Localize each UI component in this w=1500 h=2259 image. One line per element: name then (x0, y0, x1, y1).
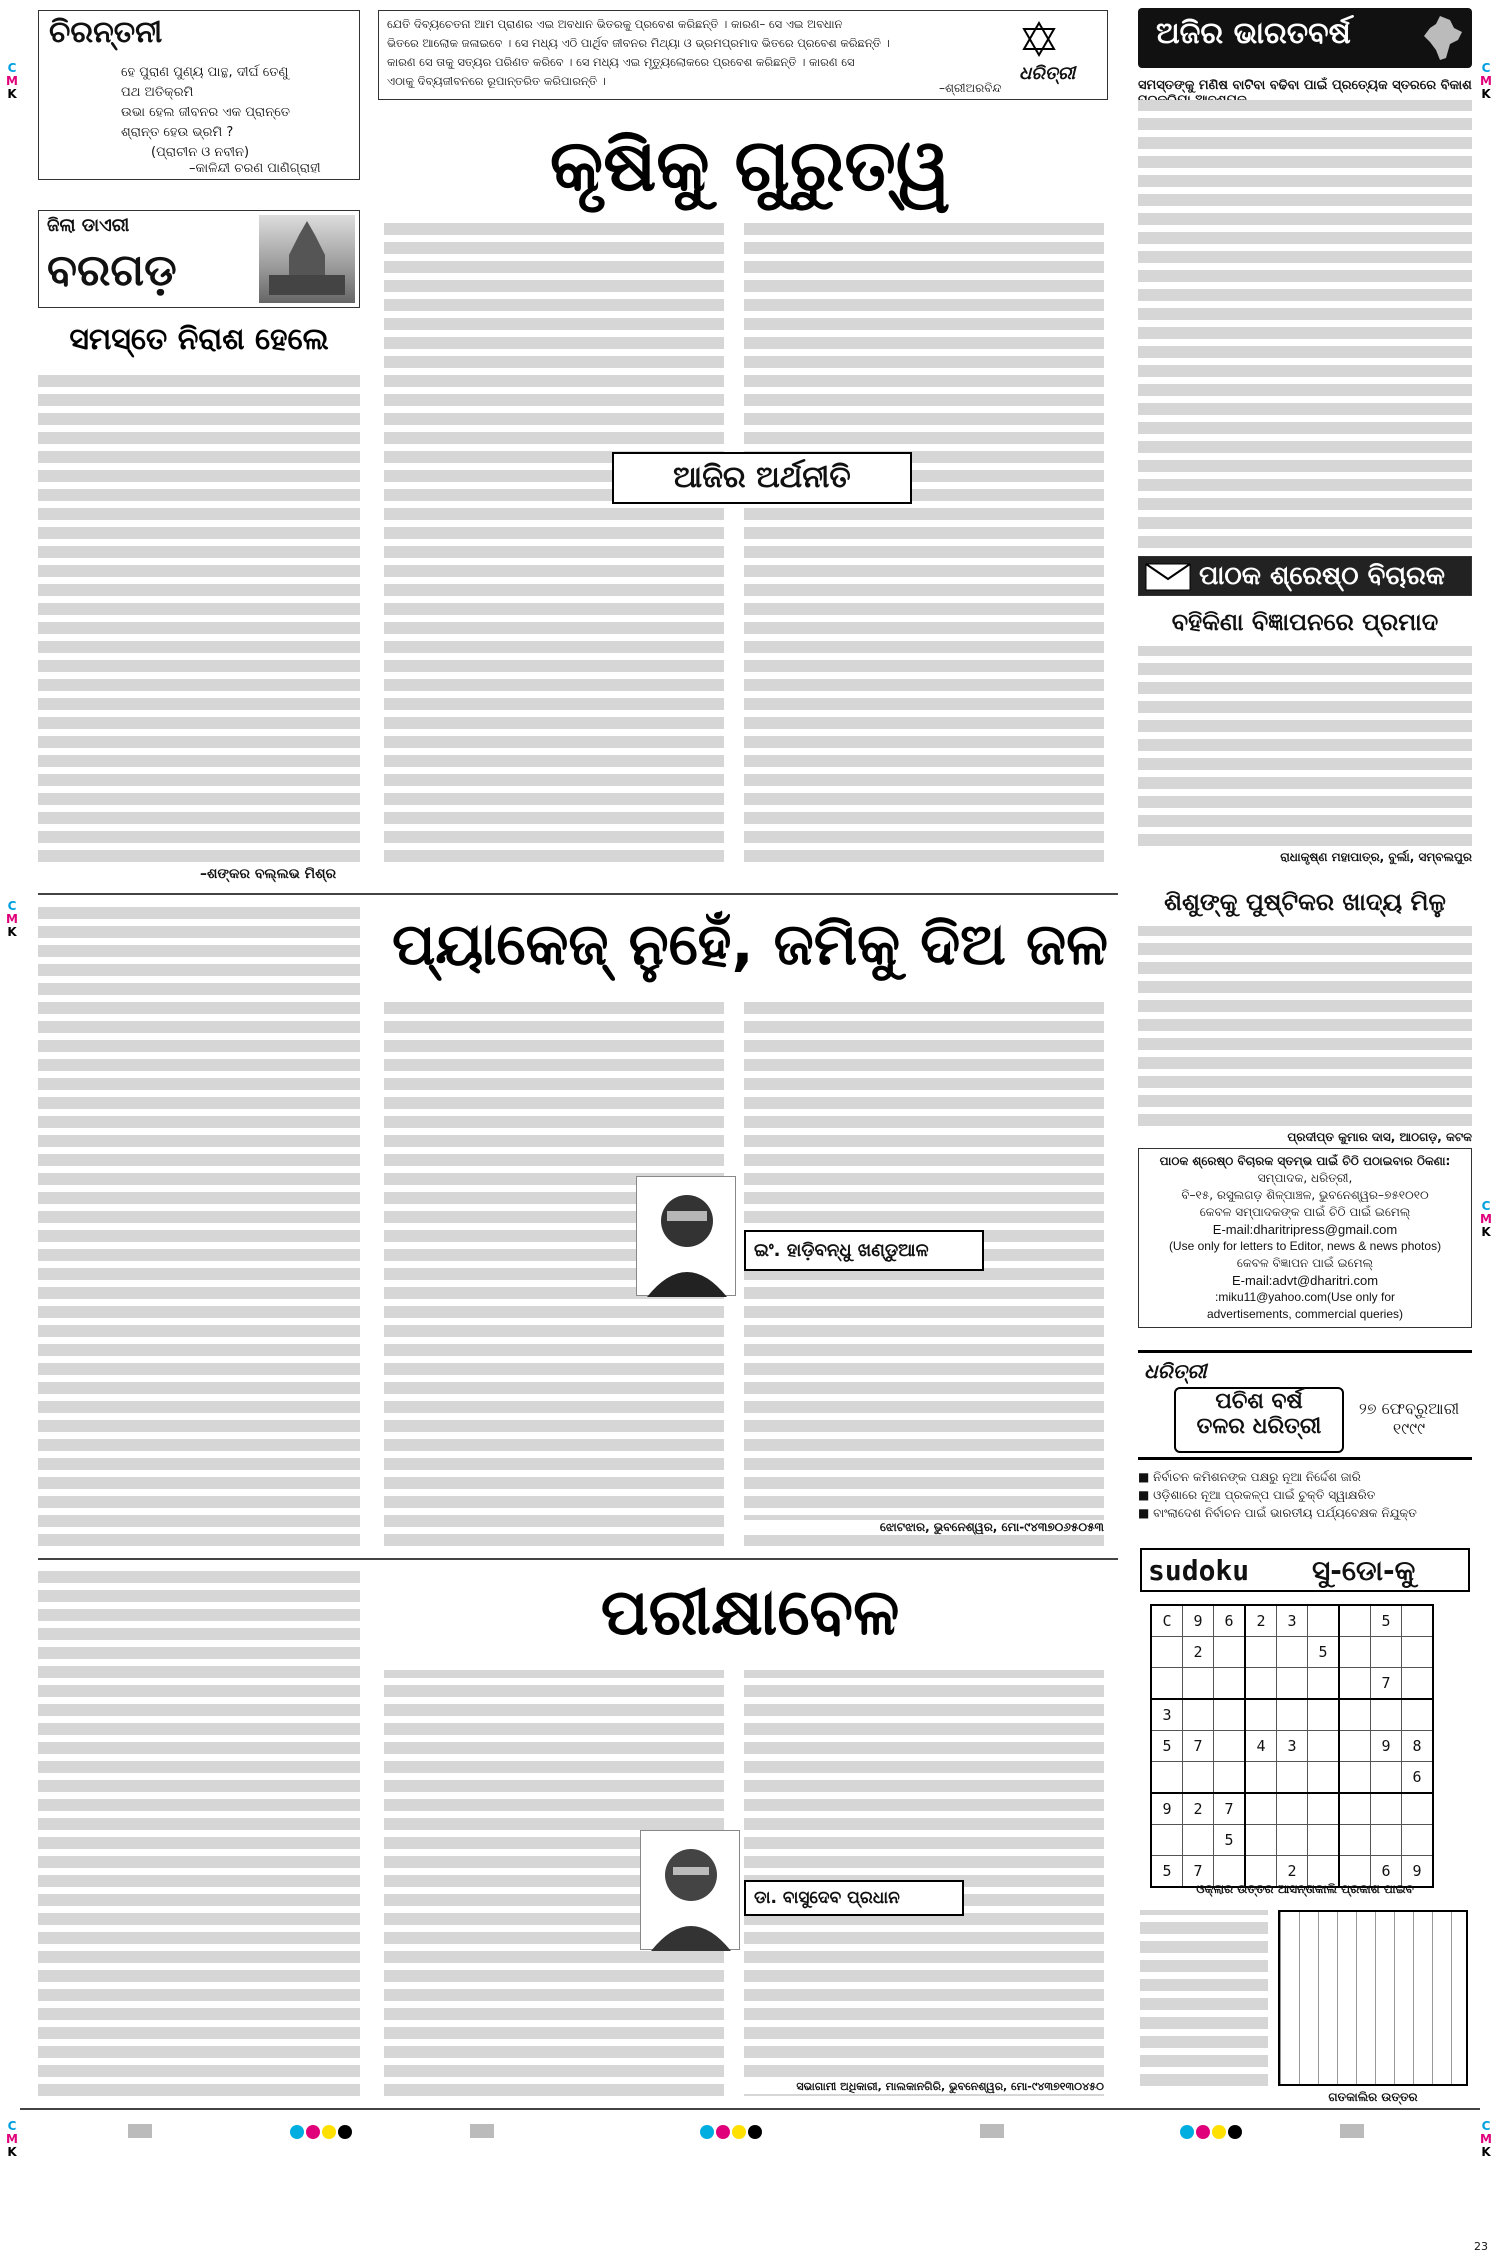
sudoku-cell[interactable] (1183, 1762, 1214, 1794)
district-diary-box (38, 210, 360, 308)
sudoku-cell[interactable]: 3 (1277, 1731, 1308, 1762)
sudoku-cell[interactable] (1339, 1825, 1371, 1856)
middle-article-headline: ପ୍ୟାକେଜ୍ ନୁହେଁ, ଜମିକୁ ଦିଅ ଜଳ (391, 910, 1109, 978)
sudoku-cell[interactable]: 2 (1277, 1856, 1308, 1888)
sudoku-cell[interactable]: 5 (1214, 1825, 1246, 1856)
letter2-headline: ଶିଶୁଙ୍କୁ ପୁଷ୍ଟିକର ଖାଦ୍ୟ ମିଳୁ (1164, 888, 1446, 916)
sudoku-cell[interactable] (1402, 1605, 1434, 1637)
sudoku-header (1140, 1548, 1470, 1592)
middle-article-col0 (38, 906, 360, 1546)
archive-items: ■ ନିର୍ବାଚନ କମିଶନଙ୍କ ପକ୍ଷରୁ ନୂଆ ନିର୍ଦ୍ଦେଶ ଜାରି ■ ଓଡ଼ିଶାରେ ନୂଆ ପ୍ରକଳ୍ପ ପାଇଁ ଚୁକ୍ତି ସ୍ୱାକ୍ଷରିତ ■ ବାଂଲାଦେଶ ନିର୍ବାଚନ ପାଇଁ ଭାରତୀୟ ପର୍ଯ୍ୟବେକ୍ଷକ ନିଯୁକ୍ତ (1138, 1470, 1417, 1520)
sudoku-cell[interactable] (1277, 1762, 1308, 1794)
sudoku-cell[interactable]: 9 (1151, 1793, 1183, 1825)
registration-mark-right-mid: C M K (1480, 1199, 1492, 1239)
sudoku-cell[interactable] (1277, 1793, 1308, 1825)
sudoku-cell[interactable]: C (1151, 1605, 1183, 1637)
sudoku-row (1151, 1605, 1433, 1637)
sudoku-cell[interactable] (1183, 1699, 1214, 1731)
archive-title1: ପଚିଶ ବର୍ଷ (1215, 1389, 1303, 1414)
archive-brand: ଧରିତ୍ରୀ (1144, 1359, 1207, 1383)
top-article-col2 (744, 222, 1104, 862)
rule-bottom-top (38, 1558, 1118, 1560)
sudoku-cell[interactable]: 5 (1371, 1605, 1402, 1637)
sudoku-cell[interactable] (1339, 1699, 1371, 1731)
letter2-body (1138, 926, 1472, 1126)
sudoku-row (1151, 1793, 1433, 1825)
right-intro: ସମସ୍ତଙ୍କୁ ମଣିଷ ବାଟିବା ବଢିବା ପାଇଁ ପ୍ରତ୍ୟେକ ସ୍ତରରେ ବିକାଶ (1138, 78, 1472, 93)
middle-author-name: ଇଂ. ହାଡ଼ିବନ୍ଧୁ ଖଣ୍ଡୁଆଳ (744, 1230, 984, 1271)
sudoku-prev-solution (1278, 1910, 1468, 2086)
sudoku-cell[interactable] (1308, 1668, 1340, 1700)
sudoku-row (1151, 1699, 1433, 1731)
middle-author-sign: ଝୋଟଝାର, ଭୁବନେଶ୍ୱର, ମୋ-୯୪୩୭୦୬୫୦୫୩ (744, 1520, 1104, 1535)
footer-rule (20, 2108, 1480, 2110)
sudoku-cell[interactable] (1308, 1699, 1340, 1731)
top-article-headline: କୃଷିକୁ ଗୁରୁତ୍ୱ (549, 123, 951, 207)
sudoku-cell[interactable]: 6 (1371, 1856, 1402, 1888)
sudoku-cell[interactable] (1277, 1668, 1308, 1700)
sudoku-cell[interactable] (1308, 1825, 1340, 1856)
sudoku-cell[interactable] (1339, 1793, 1371, 1825)
sudoku-cell[interactable]: 5 (1308, 1637, 1340, 1668)
footer-color-dots-2 (700, 2124, 764, 2143)
footer-color-bar-3 (980, 2124, 1004, 2138)
sudoku-cell[interactable]: 7 (1183, 1856, 1214, 1888)
sudoku-cell[interactable] (1402, 1637, 1434, 1668)
sudoku-grid-wrap (1150, 1604, 1434, 1888)
registration-mark-left-top: C M K (6, 61, 18, 101)
sudoku-cell[interactable] (1371, 1637, 1402, 1668)
sudoku-cell[interactable] (1308, 1762, 1340, 1794)
chirantani-title: ଚିରନ୍ତନୀ (49, 15, 163, 50)
sudoku-cell[interactable]: 6 (1402, 1762, 1434, 1794)
chirantani-box (38, 10, 360, 180)
sudoku-cell[interactable] (1277, 1637, 1308, 1668)
bottom-article-col0 (38, 1568, 360, 2096)
sudoku-cell[interactable] (1183, 1825, 1214, 1856)
rule-mid-top (38, 893, 1118, 895)
sudoku-row (1151, 1825, 1433, 1856)
letter1-body (1138, 646, 1472, 846)
sudoku-prev-label: ଗତକାଲିର ଉତ୍ତର (1328, 2090, 1418, 2104)
sudoku-cell[interactable] (1371, 1825, 1402, 1856)
sudoku-cell[interactable] (1339, 1637, 1371, 1668)
sudoku-cell[interactable] (1402, 1699, 1434, 1731)
district-article-body (38, 372, 360, 862)
sudoku-cell[interactable]: 9 (1183, 1605, 1214, 1637)
sudoku-solution-label: ଓକ୍ଲାର ଉତ୍ତର ଆସନ୍ତାକାଲି ପ୍ରକାଶ ପାଇବ (1196, 1882, 1414, 1896)
sudoku-cell[interactable] (1339, 1762, 1371, 1794)
footer-color-bar-1 (128, 2124, 152, 2138)
sudoku-cell[interactable] (1214, 1731, 1246, 1762)
right-intro-body (1138, 100, 1472, 548)
sudoku-cell[interactable]: 9 (1371, 1731, 1402, 1762)
sudoku-cell[interactable]: 3 (1277, 1605, 1308, 1637)
sudoku-cell[interactable]: 5 (1151, 1731, 1183, 1762)
sudoku-cell[interactable] (1245, 1699, 1277, 1731)
sudoku-brand: sudoku (1148, 1554, 1250, 1587)
advt-email[interactable]: E-mail:advt@dharitri.com (1231, 1273, 1379, 1288)
page-number: 23 (1474, 2240, 1488, 2253)
sudoku-cell[interactable] (1214, 1668, 1246, 1700)
sudoku-cell[interactable] (1151, 1762, 1183, 1794)
sudoku-cell[interactable] (1308, 1793, 1340, 1825)
sudoku-row (1151, 1668, 1433, 1700)
sudoku-cell[interactable]: 9 (1402, 1856, 1434, 1888)
sudoku-cell[interactable] (1245, 1637, 1277, 1668)
sudoku-row (1151, 1731, 1433, 1762)
sudoku-cell[interactable]: 7 (1371, 1668, 1402, 1700)
sudoku-cell[interactable] (1183, 1668, 1214, 1700)
sudoku-cell[interactable] (1277, 1699, 1308, 1731)
sudoku-cell[interactable] (1151, 1637, 1183, 1668)
india-map-icon (1420, 14, 1466, 62)
registration-mark-left-mid: C M K (6, 899, 18, 939)
middle-article-col2 (744, 996, 1104, 1546)
district-label: ଜିଲା ଡାଏରୀ (47, 215, 130, 236)
sudoku-cell[interactable] (1308, 1605, 1340, 1637)
registration-mark-right-bottom: C M K (1480, 2119, 1492, 2159)
letter1-headline: ବହିକିଣା ବିଜ୍ଞାପନରେ ପ୍ରମାଦ (1171, 608, 1439, 636)
letter1-sign: ରାଧାକୃଷ୍ଣ ମହାପାତ୍ର, ବୁର୍ଲା, ସମ୍ବଲପୁର (1280, 850, 1472, 864)
economy-callout (612, 452, 912, 504)
ajira-bharat-header (1138, 8, 1472, 68)
archive-title-box (1174, 1387, 1344, 1453)
footer-color-bar-4 (1340, 2124, 1364, 2138)
sudoku-cell[interactable]: 2 (1245, 1605, 1277, 1637)
bottom-author-sign: ସଭାଗାମୀ ଅଧିକାରୀ, ମାଲକାନଗିରି, ଭୁବନେଶ୍ୱର, ମୋ-୯୪୩୭୧୩୦୪୫୦ (744, 2080, 1104, 2094)
paper-logo: ଧରିତ୍ରୀ (1019, 63, 1076, 84)
sudoku-cell[interactable] (1402, 1668, 1434, 1700)
registration-mark-right-top: C M K (1480, 61, 1492, 101)
sudoku-cell[interactable] (1214, 1699, 1246, 1731)
sudoku-cell[interactable] (1214, 1637, 1246, 1668)
sudoku-cell[interactable] (1371, 1793, 1402, 1825)
district-name: ବରଗଡ଼ (47, 245, 177, 296)
sudoku-cell[interactable]: 5 (1151, 1856, 1183, 1888)
sudoku-cell[interactable] (1339, 1731, 1371, 1762)
sudoku-cell[interactable] (1308, 1731, 1340, 1762)
sudoku-cell[interactable] (1245, 1762, 1277, 1794)
sudoku-instructions (1140, 1910, 1268, 2086)
sudoku-cell[interactable]: 7 (1214, 1793, 1246, 1825)
ajira-bharat-title: ଅଜିର ଭାରତବର୍ଷ (1156, 16, 1351, 51)
chirantani-author: –କାଳିନ୍ଦୀ ଚରଣ ପାଣିଗ୍ରାହୀ (189, 161, 321, 176)
middle-author-photo (636, 1176, 736, 1296)
sudoku-cell[interactable] (1402, 1825, 1434, 1856)
sudoku-row (1151, 1637, 1433, 1668)
sudoku-cell[interactable] (1277, 1825, 1308, 1856)
archive-date: ୨୭ ଫେବ୍ରୁଆରୀ ୧୯୯୯ (1358, 1399, 1460, 1438)
sudoku-row (1151, 1762, 1433, 1794)
temple-image (259, 215, 355, 303)
sudoku-cell[interactable] (1151, 1825, 1183, 1856)
contact-box: ପାଠକ ଶ୍ରେଷ୍ଠ ବିଚାରକ ସ୍ତମ୍ଭ ପାଇଁ ଚିଠି ପଠାଇବାର ଠିକଣା: ସମ୍ପାଦକ, ଧରିତ୍ରୀ, ବି–୧୫, ରସୁଲଗଡ଼ ଶିଳ୍ପାଞ୍ଚଳ, ଭୁବନେଶ୍ୱର–୭୫୧୦୧୦ କେବଳ ସମ୍ପାଦକଙ୍କ ପାଇଁ ଚିଠି ପାଇଁ ଇମେଲ୍ E-mail:dharitripress@gmail.com (Use only for letters to Editor, news & news photos) କେବଳ ବିଜ୍ଞାପନ ପାଇଁ ଇମେଲ୍ E-mail:advt@dharitri.com :miku11@yahoo.com(Use only for advertisements, commercial queries) (1138, 1148, 1472, 1328)
district-author: –ଶଙ୍କର ବଲ୍ଲଭ ମିଶ୍ର (200, 866, 337, 882)
sudoku-cell[interactable]: 3 (1151, 1699, 1183, 1731)
archive-title2: ତଳର ଧରିତ୍ରୀ (1196, 1414, 1322, 1439)
sudoku-cell[interactable] (1245, 1825, 1277, 1856)
star-of-david-icon (1019, 19, 1059, 59)
sudoku-label: ସୁ-ଡୋ-କୁ (1312, 1554, 1416, 1587)
bottom-article-headline: ପରୀକ୍ଷାବେଳ (600, 1576, 900, 1650)
sudoku-cell[interactable] (1214, 1762, 1246, 1794)
quote-box (378, 10, 1108, 100)
sudoku-cell[interactable]: 6 (1214, 1605, 1246, 1637)
sudoku-cell[interactable] (1371, 1699, 1402, 1731)
top-article-col1 (384, 222, 724, 862)
bottom-author-name: ଡା. ବାସୁଦେବ ପ୍ରଧାନ (744, 1880, 964, 1916)
quote-author: –ଶ୍ରୀଅରବିନ୍ଦ (939, 81, 1002, 95)
registration-mark-left-bottom: C M K (6, 2119, 18, 2159)
reader-banner (1138, 556, 1472, 596)
envelope-icon (1145, 563, 1191, 591)
quote-text: ଯେତି ଦିବ୍ୟଚେତନା ଆମ ପ୍ରାଣର ଏଇ ଅବଧାନ ଭିତରକୁ ପ୍ରବେଶ କରିଛନ୍ତି । କାରଣ– ସେ ଏଇ ଅବଧାନ ଭିତରେ ଆଲୋକ ଜଳାଇବେ । ସେ ମଧ୍ୟ ଏଠି ପାର୍ଥିବ ଜୀବନର ମିଥ୍ୟା ଓ ଭ୍ରମପ୍ରମାଦ ଭିତରେ ପ୍ରବେଶ କରିଛନ୍ତି । କାରଣ ସେ ତାକୁ ସତ୍ୟର ପରିଣତ କରିବେ । ସେ ମଧ୍ୟ ଏଇ ମୃତ୍ୟୁଲୋକରେ ପ୍ରବେଶ କରିଛନ୍ତି । କାରଣ ସେ ଏଠାକୁ ଦିବ୍ୟଜୀବନରେ ରୂପାନ୍ତରିତ କରିପାରନ୍ତି । (387, 17, 890, 88)
bottom-author-photo (640, 1830, 740, 1950)
sudoku-cell[interactable] (1402, 1793, 1434, 1825)
footer-color-bar-2 (470, 2124, 494, 2138)
district-headline: ସମସ୍ତେ ନିରାଶ ହେଲେ (69, 322, 329, 357)
reader-banner-text: ପାଠକ ଶ୍ରେଷ୍ଠ ବିଚାରକ (1199, 561, 1446, 591)
sudoku-grid[interactable] (1150, 1604, 1434, 1888)
archive-box (1138, 1350, 1472, 1460)
editor-email[interactable]: E-mail:dharitripress@gmail.com (1212, 1222, 1398, 1237)
letter2-sign: ପ୍ରଦୀପ୍ତ କୁମାର ଦାସ, ଆଠଗଡ଼, କଟକ (1287, 1130, 1472, 1144)
economy-callout-text: ଆଜିର ଅର୍ଥନୀତି (673, 460, 851, 495)
sudoku-cell[interactable] (1245, 1668, 1277, 1700)
sudoku-cell[interactable] (1339, 1668, 1371, 1700)
sudoku-cell[interactable]: 2 (1183, 1793, 1214, 1825)
sudoku-cell[interactable] (1151, 1668, 1183, 1700)
sudoku-cell[interactable]: 4 (1245, 1731, 1277, 1762)
footer-color-dots-1 (290, 2124, 354, 2143)
sudoku-cell[interactable]: 2 (1183, 1637, 1214, 1668)
sudoku-cell[interactable] (1339, 1605, 1371, 1637)
chirantani-poem: ହେ ପୁରାଣ ପୁଣ୍ୟ ପାନ୍ଥ, ଦୀର୍ଘ ତେଣୁ ପଥ ଅତିକ୍ରମି ଉଭା ହେଲ ଜୀବନର ଏକ ପ୍ରାନ୍ତେ ଶ୍ରାନ୍ତ ହେଉ ଭ୍ରମି ? (ପ୍ରାଚୀନ ଓ ନବୀନ) (121, 65, 290, 160)
footer-color-dots-3 (1180, 2124, 1244, 2143)
sudoku-cell[interactable]: 8 (1402, 1731, 1434, 1762)
sudoku-cell[interactable] (1371, 1762, 1402, 1794)
sudoku-cell[interactable]: 7 (1183, 1731, 1214, 1762)
sudoku-cell[interactable] (1245, 1793, 1277, 1825)
